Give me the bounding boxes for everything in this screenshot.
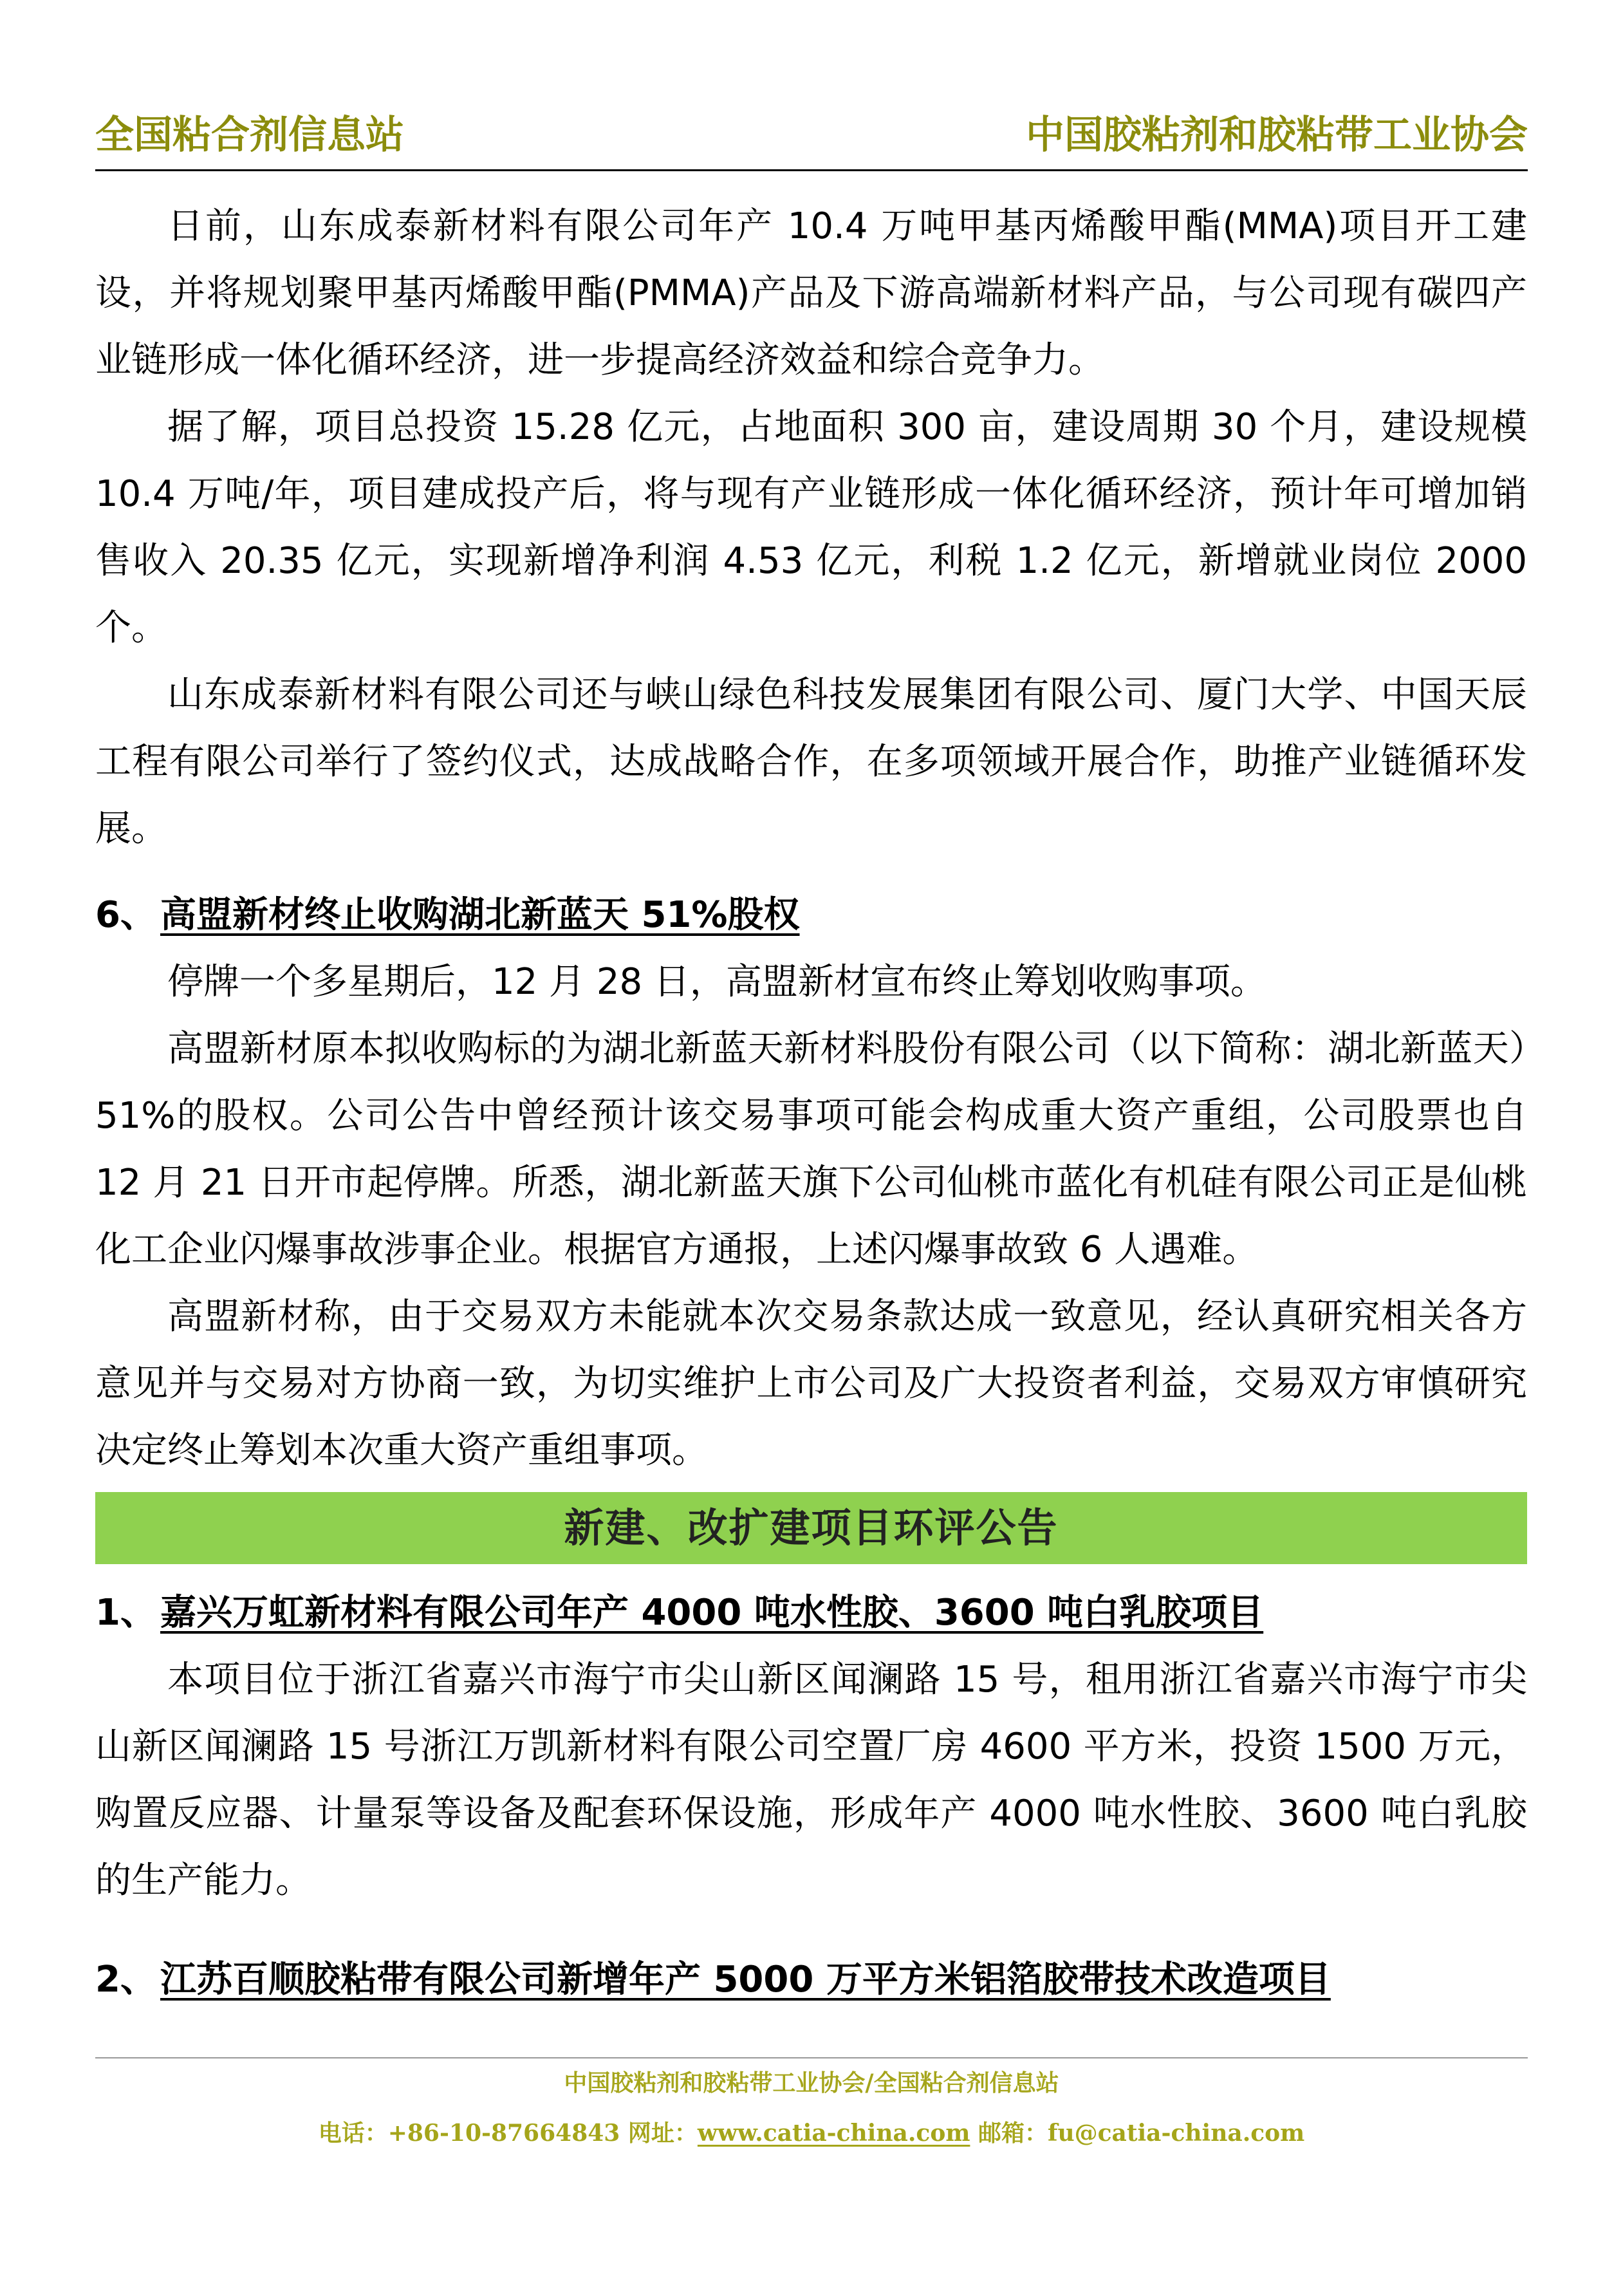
section-6-number: 6、 [95,894,156,936]
section-6-title[interactable]: 高盟新材终止收购湖北新蓝天 51%股权 [160,894,800,936]
project-1-number: 1、 [95,1592,156,1634]
project-2-title[interactable]: 江苏百顺胶粘带有限公司新增年产 5000 万平方米铝箔胶带技术改造项目 [160,1959,1331,2001]
footer-organization: 中国胶粘剂和胶粘带工业协会/全国粘合剂信息站 [564,2069,1059,2096]
footer-contact [95,2114,1528,2152]
project-1-title[interactable]: 嘉兴万虹新材料有限公司年产 4000 吨水性胶、3600 吨白乳胶项目 [160,1592,1264,1634]
section-6-paragraph-1: 停牌一个多星期后，12 月 28 日，高盟新材宣布终止筹划收购事项。 [167,961,1266,1003]
article-body [95,193,1527,2013]
footer-divider [95,2057,1528,2058]
header-association-name: 中国胶粘剂和胶粘带工业协会 [1026,113,1528,158]
section-6-heading [95,882,1527,949]
section-6-paragraph-2: 高盟新材原本拟收购标的为湖北新蓝天新材料股份有限公司（以下简称：湖北新蓝天）51%的股权。公司公告中曾经预计该交易事项可能会构成重大资产重组，公司股票也自 12 月 21 日开市起停牌。所悉，湖北新蓝天旗下公司仙桃市蓝化有机硅有限公司正是仙桃化工企业闪爆事故涉事企业。根据官方通报，上述闪爆事故致 6 人遇难。 [95,1028,1527,1271]
header-site-name: 全国粘合剂信息站 [95,113,404,158]
footer-email[interactable]: fu@catia-china.com [1047,2120,1305,2147]
project-1-heading [95,1580,1527,1647]
footer-phone: 电话：+86-10-87664843 网址： [318,2120,698,2147]
footer-email-label: 邮箱： [970,2120,1048,2147]
section-banner: 新建、改扩建项目环评公告 [95,1492,1527,1564]
project-1-paragraph: 本项目位于浙江省嘉兴市海宁市尖山新区闻澜路 15 号，租用浙江省嘉兴市海宁市尖山新区闻澜路 15 号浙江万凯新材料有限公司空置厂房 4600 平方米，投资 1500 万元，购置反应器、计量泵等设备及配套环保设施，形成年产 4000 吨水性胶、3600 吨白乳胶的生产能力。 [95,1659,1527,1901]
project-2-number: 2、 [95,1959,156,2001]
intro-paragraph-2: 据了解，项目总投资 15.28 亿元，占地面积 300 亩，建设周期 30 个月，建设规模 10.4 万吨/年，项目建成投产后，将与现有产业链形成一体化循环经济，预计年可增加销售收入 20.35 亿元，实现新增净利润 4.53 亿元，利税 1.2 亿元，新增就业岗位 2000 个。 [95,406,1527,649]
section-6-paragraph-3: 高盟新材称，由于交易双方未能就本次交易条款达成一致意见，经认真研究相关各方意见并与交易对方协商一致，为切实维护上市公司及广大投资者利益，交易双方审慎研究决定终止筹划本次重大资产重组事项。 [95,1296,1527,1471]
footer-website-link[interactable]: www.catia-china.com [697,2120,970,2147]
intro-paragraph-1: 日前，山东成泰新材料有限公司年产 10.4 万吨甲基丙烯酸甲酯(MMA)项目开工建设，并将规划聚甲基丙烯酸甲酯(PMMA)产品及下游高端新材料产品，与公司现有碳四产业链形成一体化循环经济，进一步提高经济效益和综合竞争力。 [95,205,1527,381]
project-2-heading [95,1946,1527,2013]
intro-paragraph-3: 山东成泰新材料有限公司还与峡山绿色科技发展集团有限公司、厦门大学、中国天辰工程有限公司举行了签约仪式，达成战略合作，在多项领域开展合作，助推产业链循环发展。 [95,674,1527,850]
header-divider [95,169,1528,171]
